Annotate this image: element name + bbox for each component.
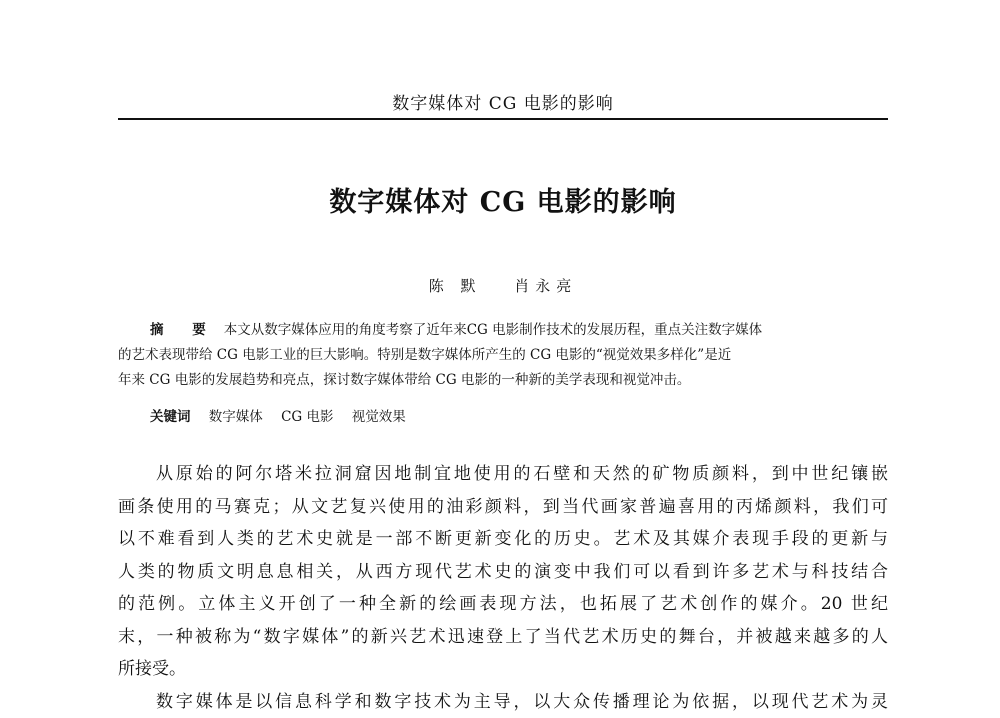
- body-line: 所接受。: [118, 653, 888, 686]
- body-line: 从原始的阿尔塔米拉洞窟因地制宜地使用的石壁和天然的矿物质颜料，到中世纪镶嵌: [118, 458, 888, 491]
- body-line: 的范例。立体主义开创了一种全新的绘画表现方法，也拓展了艺术创作的媒介。20 世纪: [118, 588, 888, 621]
- keyword: CG 电影: [281, 409, 333, 425]
- authors: [118, 275, 888, 296]
- body-line: 以不难看到人类的艺术史就是一部不断更新变化的历史。艺术及其媒介表现手段的更新与: [118, 523, 888, 556]
- body-line: 末，一种被称为“数字媒体”的新兴艺术迅速登上了当代艺术历史的舞台，并被越来越多的人: [118, 621, 888, 654]
- keyword: 视觉效果: [352, 409, 406, 425]
- body-text: [118, 458, 888, 718]
- abstract-label: 摘 要: [150, 322, 218, 338]
- body-line: 画条使用的马赛克；从文艺复兴使用的油彩颜料，到当代画家普遍喜用的丙烯颜料，我们可: [118, 491, 888, 524]
- abstract-line: 的艺术表现带给 CG 电影工业的巨大影响。特别是数字媒体所产生的 CG 电影的“视觉效果多样化”是近: [118, 343, 888, 368]
- body-line: 数字媒体是以信息科学和数字技术为主导，以大众传播理论为依据，以现代艺术为灵: [118, 686, 888, 718]
- keywords: [150, 405, 888, 425]
- running-header: 数字媒体对 CG 电影的影响: [118, 89, 888, 114]
- header-rule: [118, 118, 888, 120]
- abstract-text: 本文从数字媒体应用的角度考察了近年来CG 电影制作技术的发展历程，重点关注数字媒体: [224, 322, 762, 338]
- abstract: [118, 318, 888, 393]
- author-name: 肖永亮: [514, 275, 577, 296]
- keyword: 数字媒体: [209, 409, 263, 425]
- abstract-line: [118, 318, 888, 343]
- body-line: 人类的物质文明息息相关，从西方现代艺术史的演变中我们可以看到许多艺术与科技结合: [118, 556, 888, 589]
- paper-title: 数字媒体对 CG 电影的影响: [118, 180, 888, 219]
- author-name: 陈 默: [429, 275, 482, 296]
- abstract-line: 年来 CG 电影的发展趋势和亮点，探讨数字媒体带给 CG 电影的一种新的美学表现和视觉冲击。: [118, 368, 888, 393]
- keywords-label: 关键词: [150, 409, 191, 425]
